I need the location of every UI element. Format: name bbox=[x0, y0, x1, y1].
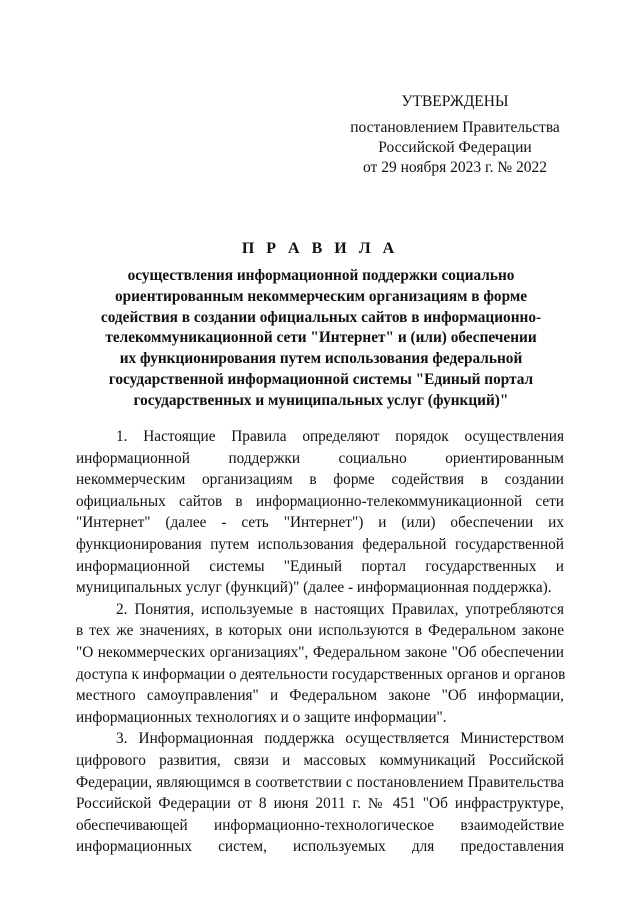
body-line: в тех же значениях, в которых они используются в Федеральном законе bbox=[76, 622, 564, 640]
approval-date-line: от 29 ноября 2023 г. № 2022 bbox=[363, 159, 547, 176]
subtitle-line: государственной информационной системы "Единый портал bbox=[108, 370, 534, 388]
approval-line: Российской Федерации bbox=[378, 139, 532, 156]
subtitle-line: ориентированным некоммерческим организациям в форме bbox=[114, 287, 528, 305]
approval-title: УТВЕРЖДЕНЫ bbox=[401, 93, 509, 110]
subtitle-line: телекоммуникационной сети "Интернет" и (или) обеспечении bbox=[105, 329, 537, 347]
document-heading: П Р А В И Л А bbox=[241, 240, 399, 257]
body-line: официальных сайтов в информационно-телекоммуникационной сети bbox=[76, 492, 564, 510]
body-line: Федерации, являющимся в соответствии с постановлением Правительства bbox=[76, 773, 564, 791]
body-line: информационной поддержки социально ориентированным bbox=[76, 449, 564, 467]
subtitle-line: осуществления информационной поддержки социально bbox=[127, 267, 515, 284]
body-line: 3. Информационная поддержка осуществляется Министерством bbox=[116, 730, 564, 748]
body-line: "Интернет" (далее - сеть "Интернет") и (или) обеспечении их bbox=[76, 514, 564, 532]
document-body bbox=[76, 426, 564, 858]
paragraph-3 bbox=[76, 728, 564, 858]
body-line: "О некоммерческих организациях", Федеральном законе "Об обеспечении bbox=[76, 643, 564, 661]
paragraph-2 bbox=[76, 599, 564, 729]
paragraph-1 bbox=[76, 426, 564, 599]
body-line: некоммерческим организациям в форме содействия в создании bbox=[76, 471, 564, 489]
subtitle-line: их функционирования путем использования федеральной bbox=[119, 350, 523, 368]
body-line: информационных технологиях и о защите информации". bbox=[76, 708, 447, 726]
subtitle-line: государственных и муниципальных услуг (функций)" bbox=[133, 391, 509, 409]
approval-line: постановлением Правительства bbox=[350, 119, 560, 136]
body-line: обеспечивающей информационно-технологическое взаимодействие bbox=[76, 816, 564, 834]
body-line: цифрового развития, связи и массовых коммуникаций Российской bbox=[76, 751, 564, 769]
body-line: функционирования путем использования федеральной государственной bbox=[76, 535, 564, 553]
document-subtitle bbox=[90, 266, 552, 412]
body-line: информационных систем, используемых для предоставления bbox=[76, 838, 564, 856]
body-line: 2. Понятия, используемые в настоящих Правилах, употребляются bbox=[116, 600, 564, 618]
subtitle-line: содействия в создании официальных сайтов в информационно- bbox=[100, 308, 542, 326]
body-line: 1. Настоящие Правила определяют порядок осуществления bbox=[116, 428, 564, 445]
body-line: доступа к информации о деятельности государственных органов и органов bbox=[76, 665, 566, 683]
body-line: местного самоуправления" и Федеральном законе "Об информации, bbox=[76, 687, 564, 705]
body-line: Российской Федерации от 8 июня 2011 г. № 451 "Об инфраструктуре, bbox=[76, 795, 564, 813]
approval-stamp bbox=[300, 92, 610, 178]
body-line: муниципальных услуг (функций)" (далее - информационная поддержка). bbox=[76, 579, 552, 597]
body-line: информационной системы "Единый портал государственных и bbox=[76, 557, 564, 575]
